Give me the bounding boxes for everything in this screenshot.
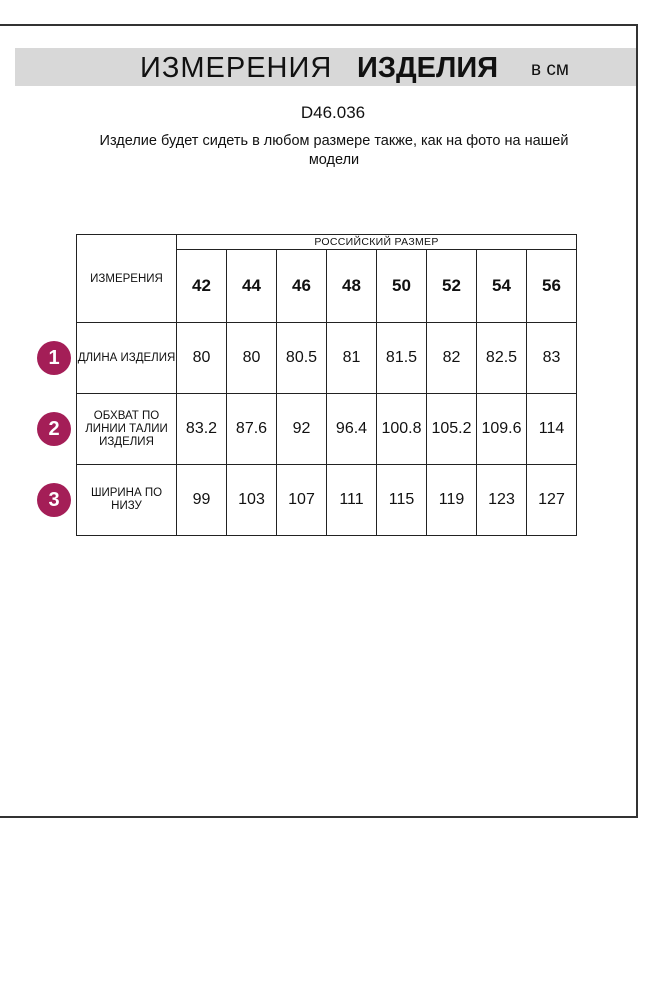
table-cell: 114: [527, 394, 577, 465]
row-badge-3: 3: [37, 483, 71, 517]
table-cell: 115: [377, 465, 427, 536]
table-cell: 80: [227, 323, 277, 394]
table-cell: 87.6: [227, 394, 277, 465]
size-header: 48: [327, 250, 377, 323]
size-header: 56: [527, 250, 577, 323]
size-header: 50: [377, 250, 427, 323]
table-cell: 99: [177, 465, 227, 536]
table-cell: 119: [427, 465, 477, 536]
row-label-hem-width: ШИРИНА ПО НИЗУ: [77, 465, 177, 536]
row-badge-2: 2: [37, 412, 71, 446]
table-cell: 100.8: [377, 394, 427, 465]
size-header: 54: [477, 250, 527, 323]
row-label-length: ДЛИНА ИЗДЕЛИЯ: [77, 323, 177, 394]
table-cell: 105.2: [427, 394, 477, 465]
table-cell: 81: [327, 323, 377, 394]
size-header: 42: [177, 250, 227, 323]
table-cell: 109.6: [477, 394, 527, 465]
article-number: D46.036: [300, 103, 366, 122]
table-cell: 80: [177, 323, 227, 394]
table-cell: 82.5: [477, 323, 527, 394]
table-cell: 81.5: [377, 323, 427, 394]
table-cell: 80.5: [277, 323, 327, 394]
table-cell: 103: [227, 465, 277, 536]
table-cell: 123: [477, 465, 527, 536]
table-cell: 83.2: [177, 394, 227, 465]
row-badge-1: 1: [37, 341, 71, 375]
size-table: [76, 234, 577, 536]
table-cell: 82: [427, 323, 477, 394]
size-header: 46: [277, 250, 327, 323]
table-cell: 96.4: [327, 394, 377, 465]
header-title-measurements: ИЗМЕРЕНИЯ: [140, 52, 333, 84]
table-cell: 127: [527, 465, 577, 536]
size-header: 52: [427, 250, 477, 323]
table-cell: 111: [327, 465, 377, 536]
row-label-waist: ОБХВАТ ПО ЛИНИИ ТАЛИИ ИЗДЕЛИЯ: [77, 394, 177, 465]
size-header: 44: [227, 250, 277, 323]
header-unit: в см: [531, 59, 569, 80]
table-cell: 92: [277, 394, 327, 465]
table-row: [77, 465, 577, 536]
table-row: [77, 323, 577, 394]
table-cell: 107: [277, 465, 327, 536]
table-row: [77, 394, 577, 465]
russian-size-header: РОССИЙСКИЙ РАЗМЕР: [177, 235, 577, 250]
table-cell: 83: [527, 323, 577, 394]
size-table-group-row: [77, 235, 577, 250]
measure-header: ИЗМЕРЕНИЯ: [77, 235, 177, 323]
header-title-product: ИЗДЕЛИЯ: [357, 52, 499, 84]
fit-note: Изделие будет сидеть в любом размере также, как на фото на нашей модели: [99, 133, 569, 168]
